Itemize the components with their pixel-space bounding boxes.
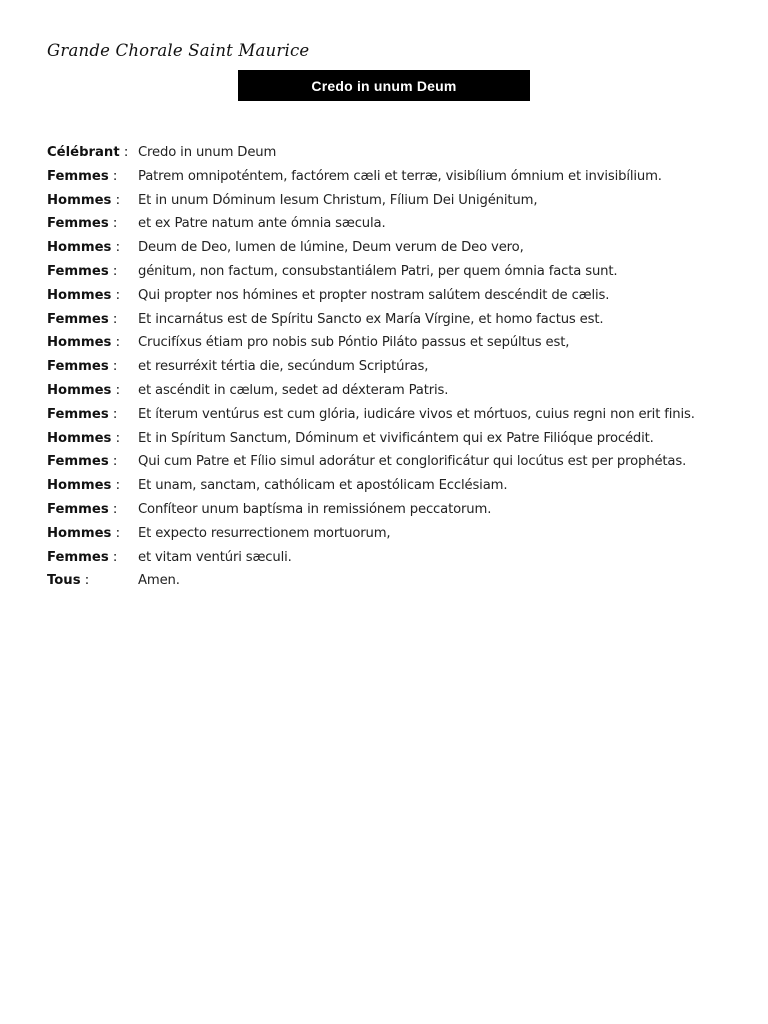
line-text: Amen.: [138, 573, 180, 589]
title-text: Credo in unum Deum: [311, 77, 457, 94]
credo-line: [47, 474, 747, 498]
line-text: et resurréxit tértia die, secúndum Scriptúras,: [138, 359, 429, 375]
title-banner: [238, 70, 530, 101]
role-label: Hommes :: [47, 430, 121, 446]
credo-line: [47, 546, 747, 570]
role-label: Hommes :: [47, 335, 121, 351]
line-text: Et unam, sanctam, cathólicam et apostólicam Ecclésiam.: [138, 478, 508, 494]
line-text: Et in Spíritum Sanctum, Dóminum et vivificántem qui ex Patre Filióque procédit.: [138, 430, 654, 446]
credo-line: [47, 427, 747, 451]
credo-line: [47, 260, 747, 284]
role-label: Femmes :: [47, 359, 118, 375]
role-label: Femmes :: [47, 406, 118, 422]
credo-line: [47, 141, 747, 165]
role-label: Femmes :: [47, 168, 118, 184]
credo-line: [47, 308, 747, 332]
credo-line: [47, 569, 747, 593]
credo-line: [47, 165, 747, 189]
line-text: Et expecto resurrectionem mortuorum,: [138, 525, 391, 541]
role-label: Tous :: [47, 573, 90, 589]
credo-line: [47, 450, 747, 474]
role-label: Femmes :: [47, 501, 118, 517]
line-text: Et incarnátus est de Spíritu Sancto ex María Vírgine, et homo factus est.: [138, 311, 604, 327]
credo-line: [47, 284, 747, 308]
line-text: et ex Patre natum ante ómnia sæcula.: [138, 216, 386, 232]
role-label: Femmes :: [47, 216, 118, 232]
credo-line: [47, 212, 747, 236]
line-text: Deum de Deo, lumen de lúmine, Deum verum de Deo vero,: [138, 240, 524, 256]
role-label: Hommes :: [47, 525, 121, 541]
line-text: Et íterum ventúrus est cum glória, iudicáre vivos et mórtuos, cuius regni non erit finis.: [138, 406, 695, 422]
role-label: Hommes :: [47, 382, 121, 398]
credo-line: [47, 522, 747, 546]
choir-name: Grande Chorale Saint Maurice: [47, 41, 310, 60]
role-label: Célébrant :: [47, 145, 129, 160]
line-text: Patrem omnipoténtem, factórem cæli et terræ, visibílium ómnium et invisibílium.: [138, 168, 662, 184]
role-label: Femmes :: [47, 263, 118, 279]
line-text: et vitam ventúri sæculi.: [138, 549, 292, 565]
credo-line: [47, 403, 747, 427]
line-text: et ascéndit in cælum, sedet ad déxteram Patris.: [138, 382, 449, 398]
role-label: Hommes :: [47, 478, 121, 494]
role-label: Femmes :: [47, 311, 118, 327]
credo-line: [47, 379, 747, 403]
role-label: Femmes :: [47, 454, 118, 470]
credo-line: [47, 498, 747, 522]
line-text: Qui cum Patre et Fílio simul adorátur et conglorificátur qui locútus est per prophétas.: [138, 454, 687, 470]
credo-line: [47, 355, 747, 379]
line-text: génitum, non factum, consubstantiálem Patri, per quem ómnia facta sunt.: [138, 263, 618, 279]
role-label: Hommes :: [47, 240, 121, 256]
line-text: Crucifíxus étiam pro nobis sub Póntio Piláto passus et sepúltus est,: [138, 335, 570, 351]
credo-line: [47, 189, 747, 213]
line-text: Credo in unum Deum: [138, 145, 277, 160]
role-label: Hommes :: [47, 192, 121, 208]
credo-line: [47, 331, 747, 355]
role-label: Hommes :: [47, 287, 121, 303]
line-text: Confíteor unum baptísma in remissiónem peccatorum.: [138, 501, 492, 517]
role-label: Femmes :: [47, 549, 118, 565]
credo-lines: [47, 141, 747, 593]
line-text: Qui propter nos hómines et propter nostram salútem descéndit de cælis.: [138, 287, 610, 303]
line-text: Et in unum Dóminum Iesum Christum, Fílium Dei Unigénitum,: [138, 192, 538, 208]
credo-line: [47, 236, 747, 260]
